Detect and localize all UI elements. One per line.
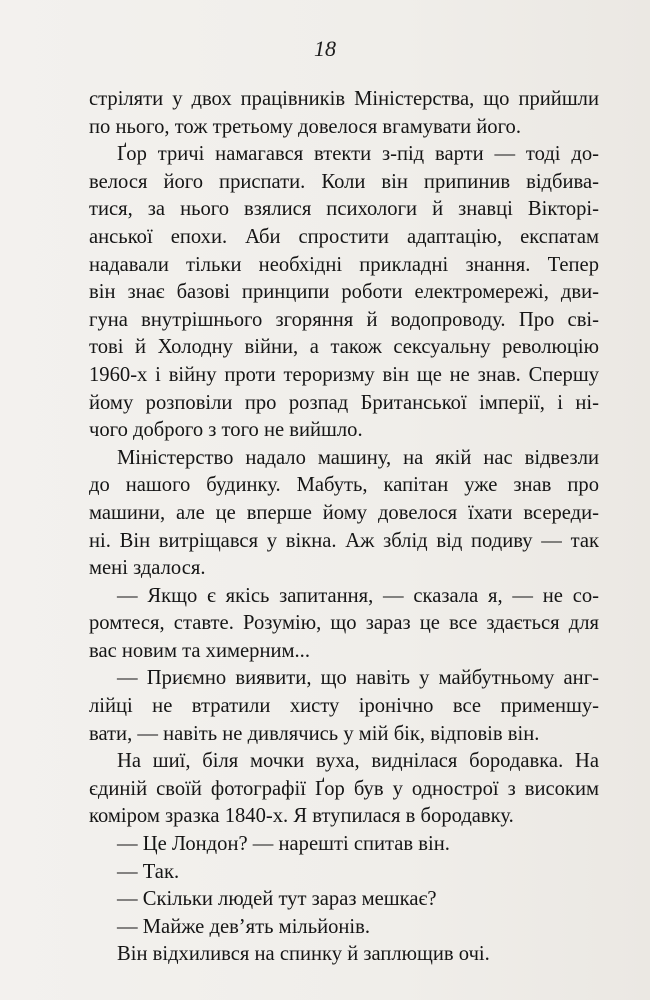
text-line: йому розповіли про розпад Британської імперії, і ні-: [89, 391, 599, 414]
text-line: лійці не втратили хисту іронічно все применшу-: [89, 695, 599, 718]
text-line: — Так.: [117, 860, 180, 883]
text-line: надавали тільки необхідні прикладні знання. Тепер: [89, 253, 599, 276]
text-line: — Це Лондон? — нарешті спитав він.: [117, 833, 450, 856]
text-line: — Якщо є якісь запитання, — сказала я, — не со-: [117, 584, 599, 607]
page-number: 18: [314, 36, 336, 61]
text-line: анської епохи. Аби спростити адаптацію, експатам: [89, 225, 599, 248]
text-line: він знає базові принципи роботи електромережі, дви-: [89, 281, 599, 304]
text-line: Він відхилився на спинку й заплющив очі.: [117, 943, 490, 966]
text-line: коміром зразка 1840-х. Я втупилася в бородавку.: [89, 805, 514, 828]
text-line: тися, за нього взялися психологи й знавці Вікторі-: [89, 198, 599, 221]
text-line: єдиній своїй фотографії Ґор був у однострої з високим: [89, 777, 599, 800]
text-line: 1960-х і війну проти тероризму він ще не знав. Спершу: [89, 363, 599, 386]
text-line: по нього, тож третьому довелося вгамувати його.: [89, 115, 521, 138]
text-line: Міністерство надало машину, на якій нас відвезли: [117, 446, 599, 469]
text-line: стріляти у двох працівників Міністерства, що прийшли: [89, 88, 599, 110]
text-line: вас новим та химерним...: [89, 639, 310, 662]
text-line: мені здалося.: [89, 557, 206, 580]
text-line: до нашого будинку. Мабуть, капітан уже знав про: [89, 474, 599, 497]
text-line: гуна внутрішнього згоряння й водопроводу. Про сві-: [89, 308, 599, 331]
text-line: чого доброго з того не вийшло.: [89, 419, 363, 442]
text-line: машини, але це вперше йому довелося їхати всереди-: [89, 501, 599, 524]
text-line: Ґор тричі намагався втекти з-під варти — тоді до-: [117, 143, 599, 166]
text-line: вати, — навіть не дивлячись у мій бік, відповів він.: [89, 722, 540, 745]
text-line: — Приємно виявити, що навіть у майбутньому анг-: [117, 667, 599, 690]
text-line: — Скільки людей тут зараз мешкає?: [117, 888, 437, 911]
text-line: ромтеся, ставте. Розумію, що зараз це все здається для: [89, 612, 599, 635]
body-text: [89, 86, 599, 969]
text-line: — Майже дев’ять мільйонів.: [117, 915, 371, 938]
text-line: тові й Холодну війни, а також сексуальну революцію: [89, 336, 599, 359]
text-line: ні. Він витріщався у вікна. Аж зблід від подиву — так: [89, 529, 599, 552]
text-line: На шиї, біля мочки вуха, виднілася бородавка. На: [117, 750, 599, 773]
text-line: велося його приспати. Коли він припинив відбива-: [89, 170, 599, 193]
